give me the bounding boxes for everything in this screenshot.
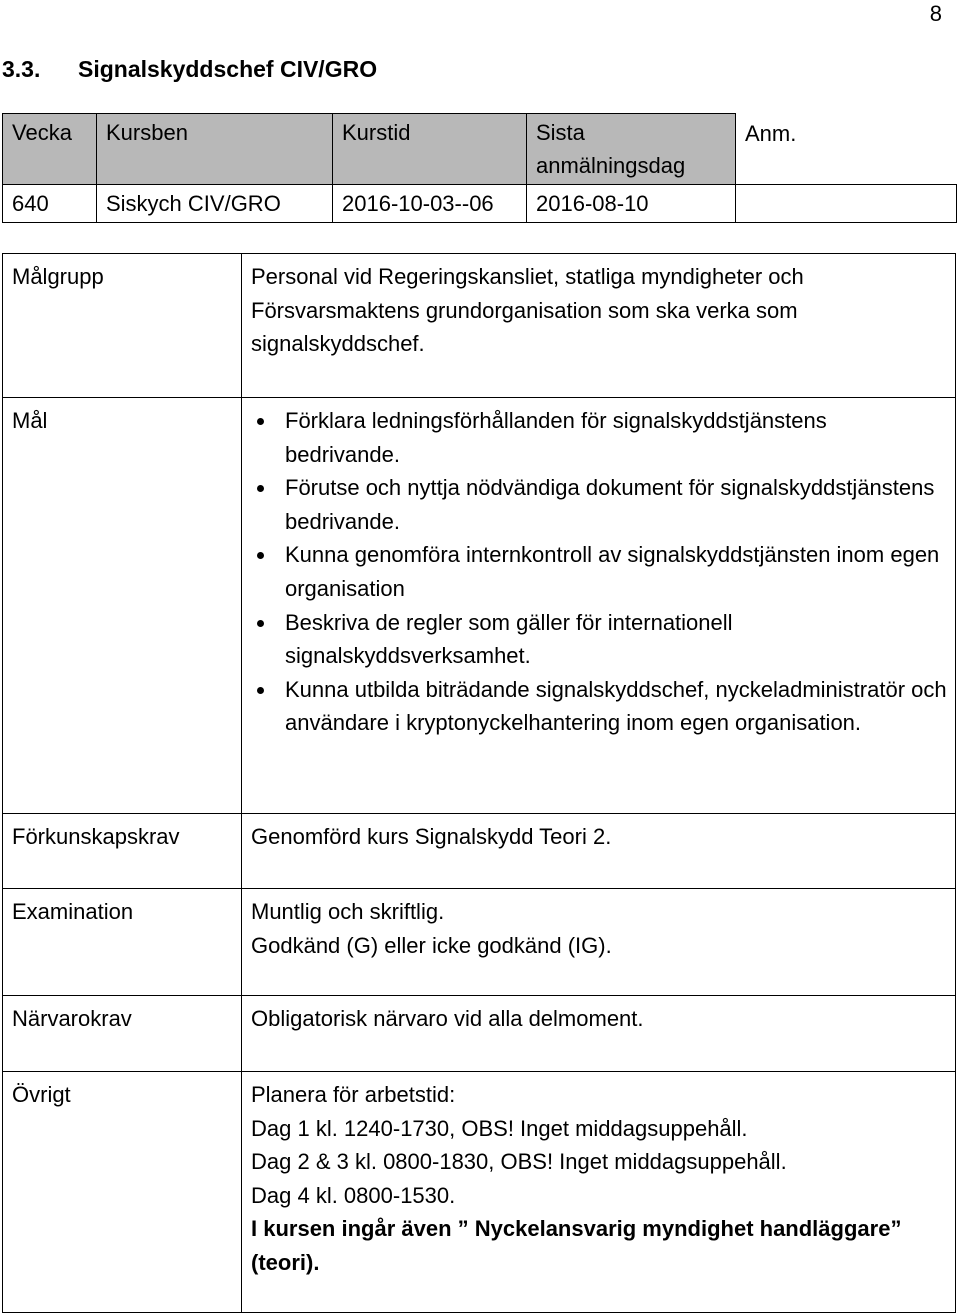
list-item: Beskriva de regler som gäller för internationell signalskyddsverksamhet. bbox=[251, 606, 947, 673]
value-mal bbox=[242, 398, 956, 814]
header-vecka: Vecka bbox=[3, 114, 97, 185]
label-ovrigt: Övrigt bbox=[3, 1072, 242, 1313]
ovrigt-line: Planera för arbetstid: bbox=[251, 1082, 456, 1107]
list-item: Förutse och nyttja nödvändiga dokument för signalskyddstjänstens bedrivande. bbox=[251, 471, 947, 538]
label-narvarokrav: Närvarokrav bbox=[3, 996, 242, 1072]
list-item: Kunna utbilda biträdande signalskyddschef, nyckeladministratör och användare i kryptonyckelhantering inom egen organisation. bbox=[251, 673, 947, 740]
label-malgrupp: Målgrupp bbox=[3, 254, 242, 398]
label-mal: Mål bbox=[3, 398, 242, 814]
ovrigt-bold-note: I kursen ingår även ” Nyckelansvarig myndighet handläggare” (teori). bbox=[251, 1216, 902, 1275]
section-heading bbox=[2, 55, 377, 83]
list-item: Förklara ledningsförhållanden för signalskyddstjänstens bedrivande. bbox=[251, 404, 947, 471]
goal-list bbox=[251, 404, 947, 740]
course-table-header-row bbox=[3, 114, 957, 185]
examination-line: Godkänd (G) eller icke godkänd (IG). bbox=[251, 932, 612, 958]
row-mal bbox=[3, 398, 956, 814]
value-narvarokrav: Obligatorisk närvaro vid alla delmoment. bbox=[242, 996, 956, 1072]
ovrigt-line: Dag 1 kl. 1240-1730, OBS! Inget middagsuppehåll. bbox=[251, 1115, 748, 1141]
list-item: Kunna genomföra internkontroll av signalskyddstjänsten inom egen organisation bbox=[251, 538, 947, 605]
ovrigt-line: Dag 2 & 3 kl. 0800-1830, OBS! Inget middagsuppehåll. bbox=[251, 1149, 787, 1175]
label-examination: Examination bbox=[3, 889, 242, 996]
course-info-table bbox=[2, 253, 956, 1313]
cell-kursben: Siskych CIV/GRO bbox=[97, 185, 333, 223]
page-number: 8 bbox=[929, 1, 942, 26]
row-narvarokrav bbox=[3, 996, 956, 1072]
course-table bbox=[2, 113, 957, 223]
value-ovrigt bbox=[242, 1072, 956, 1313]
section-number: 3.3. bbox=[2, 56, 41, 82]
header-kursben: Kursben bbox=[97, 114, 333, 185]
value-malgrupp: Personal vid Regeringskansliet, statliga myndigheter och Försvarsmaktens grundorganisation som ska verka som signalskyddschef. bbox=[242, 254, 956, 398]
section-title: Signalskyddschef CIV/GRO bbox=[78, 56, 378, 82]
cell-sista-anmalningsdag: 2016-08-10 bbox=[527, 185, 736, 223]
examination-line: Muntlig och skriftlig. bbox=[251, 899, 445, 924]
cell-anm bbox=[736, 185, 957, 223]
table-row bbox=[3, 185, 957, 223]
row-ovrigt bbox=[3, 1072, 956, 1313]
label-forkunskapskrav: Förkunskapskrav bbox=[3, 814, 242, 889]
cell-kurstid: 2016-10-03--06 bbox=[333, 185, 527, 223]
row-malgrupp bbox=[3, 254, 956, 398]
header-anm: Anm. bbox=[736, 114, 957, 185]
cell-vecka: 640 bbox=[3, 185, 97, 223]
row-forkunskapskrav bbox=[3, 814, 956, 889]
ovrigt-line: Dag 4 kl. 0800-1530. bbox=[251, 1182, 456, 1208]
header-kurstid: Kurstid bbox=[333, 114, 527, 185]
value-forkunskapskrav: Genomförd kurs Signalskydd Teori 2. bbox=[242, 814, 956, 889]
row-examination bbox=[3, 889, 956, 996]
header-sista-anmalningsdag: Sista anmälningsdag bbox=[527, 114, 736, 185]
value-examination bbox=[242, 889, 956, 996]
